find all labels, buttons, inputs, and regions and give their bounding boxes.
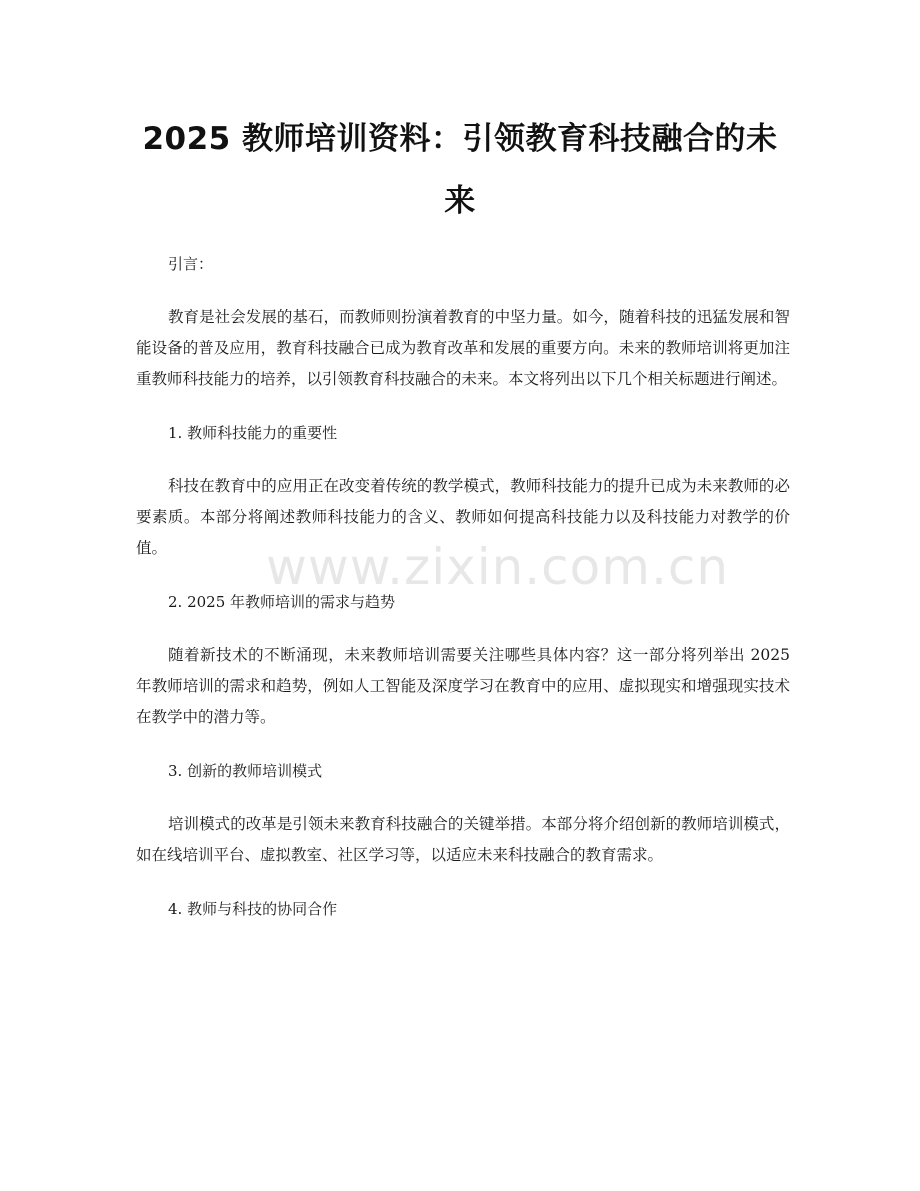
intro-paragraph: 教育是社会发展的基石，而教师则扮演着教育的中坚力量。如今，随着科技的迅猛发展和智能设备的普及应用，教育科技融合已成为教育改革和发展的重要方向。未来的教师培训将更加注重教师科技能力的培养，以引领教育科技融合的未来。本文将列出以下几个相关标题进行阐述。: [136, 308, 790, 388]
section-heading-1: 1. 教师科技能力的重要性: [168, 424, 338, 442]
section-paragraph-1: 科技在教育中的应用正在改变着传统的教学模式，教师科技能力的提升已成为未来教师的必要素质。本部分将阐述教师科技能力的含义、教师如何提高科技能力以及科技能力对教学的价值。: [136, 477, 790, 557]
section-paragraph-2: 随着新技术的不断涌现，未来教师培训需要关注哪些具体内容？这一部分将列举出 2025 年教师培训的需求和趋势，例如人工智能及深度学习在教育中的应用、虚拟现实和增强现实技术在教学中的潜力等。: [136, 646, 790, 726]
section-heading-4: 4. 教师与科技的协同合作: [168, 900, 338, 918]
section-paragraph-3: 培训模式的改革是引领未来教育科技融合的关键举措。本部分将介绍创新的教师培训模式，如在线培训平台、虚拟教室、社区学习等，以适应未来科技融合的教育需求。: [136, 815, 790, 864]
intro-label: 引言：: [168, 255, 214, 273]
section-heading-2: 2. 2025 年教师培训的需求与趋势: [168, 593, 396, 611]
section-heading-3: 3. 创新的教师培训模式: [168, 762, 323, 780]
watermark: www.zixin.com.cn: [266, 538, 730, 596]
document-title: 2025 教师培训资料：引领教育科技融合的未来: [142, 121, 778, 219]
